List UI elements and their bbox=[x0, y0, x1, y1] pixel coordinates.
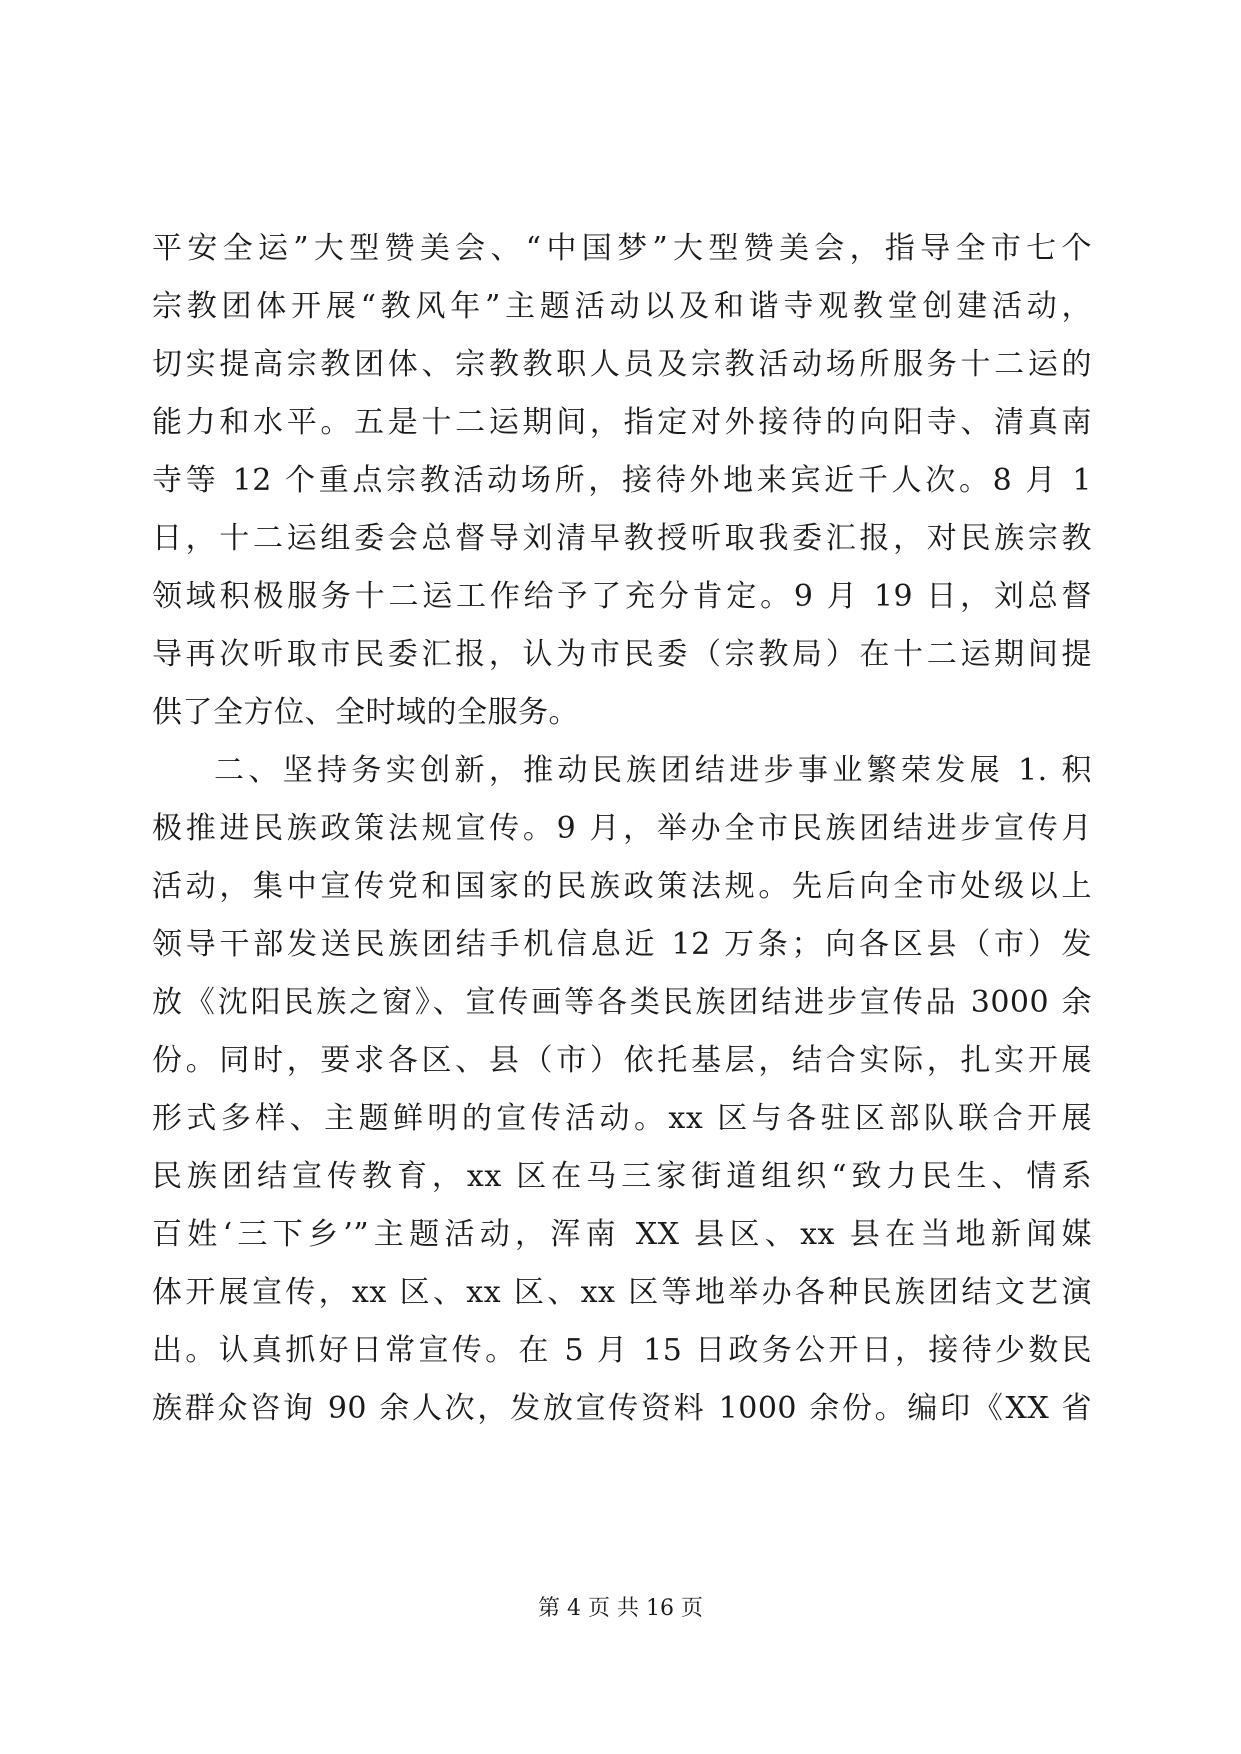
section-heading-line: 二、坚持务实创新，推动民族团结进步事业繁荣发展 1. 积 bbox=[214, 753, 1092, 788]
text-line: 供了全方位、全时域的全服务。 bbox=[152, 695, 579, 730]
text-line: 宗教团体开展“教风年”主题活动以及和谐寺观教堂创建活动， bbox=[152, 289, 1092, 324]
text-line: 活动，集中宣传党和国家的民族政策法规。先后向全市处级以上 bbox=[152, 869, 1092, 904]
text-line: 体开展宣传，xx 区、xx 区、xx 区等地举办各种民族团结文艺演 bbox=[152, 1275, 1092, 1310]
text-line: 百姓‘三下乡’”主题活动，浑南 XX 县区、xx 县在当地新闻媒 bbox=[152, 1217, 1092, 1252]
text-line: 日，十二运组委会总督导刘清早教授听取我委汇报，对民族宗教 bbox=[152, 521, 1092, 556]
text-line: 平安全运”大型赞美会、“中国梦”大型赞美会，指导全市七个 bbox=[152, 231, 1092, 266]
text-line: 领域积极服务十二运工作给予了充分肯定。9 月 19 日，刘总督 bbox=[152, 579, 1092, 614]
page-number-footer: 第 4 页 共 16 页 bbox=[538, 1596, 703, 1621]
text-line: 出。认真抓好日常宣传。在 5 月 15 日政务公开日，接待少数民 bbox=[152, 1333, 1092, 1368]
text-line: 族群众咨询 90 余人次，发放宣传资料 1000 余份。编印《XX 省 bbox=[152, 1391, 1092, 1426]
body-text bbox=[152, 220, 1092, 1438]
text-line: 放《沈阳民族之窗》、宣传画等各类民族团结进步宣传品 3000 余 bbox=[152, 985, 1092, 1020]
text-line: 形式多样、主题鲜明的宣传活动。xx 区与各驻区部队联合开展 bbox=[152, 1101, 1092, 1136]
text-line: 民族团结宣传教育，xx 区在马三家街道组织“致力民生、情系 bbox=[152, 1159, 1092, 1194]
text-line: 领导干部发送民族团结手机信息近 12 万条；向各区县（市）发 bbox=[152, 927, 1092, 962]
text-line: 能力和水平。五是十二运期间，指定对外接待的向阳寺、清真南 bbox=[152, 405, 1092, 440]
text-line: 极推进民族政策法规宣传。9 月，举办全市民族团结进步宣传月 bbox=[152, 811, 1092, 846]
text-line: 导再次听取市民委汇报，认为市民委（宗教局）在十二运期间提 bbox=[152, 637, 1092, 672]
text-line: 寺等 12 个重点宗教活动场所，接待外地来宾近千人次。8 月 1 bbox=[152, 463, 1092, 498]
text-line: 切实提高宗教团体、宗教教职人员及宗教活动场所服务十二运的 bbox=[152, 347, 1092, 382]
text-line: 份。同时，要求各区、县（市）依托基层，结合实际，扎实开展 bbox=[152, 1043, 1092, 1078]
